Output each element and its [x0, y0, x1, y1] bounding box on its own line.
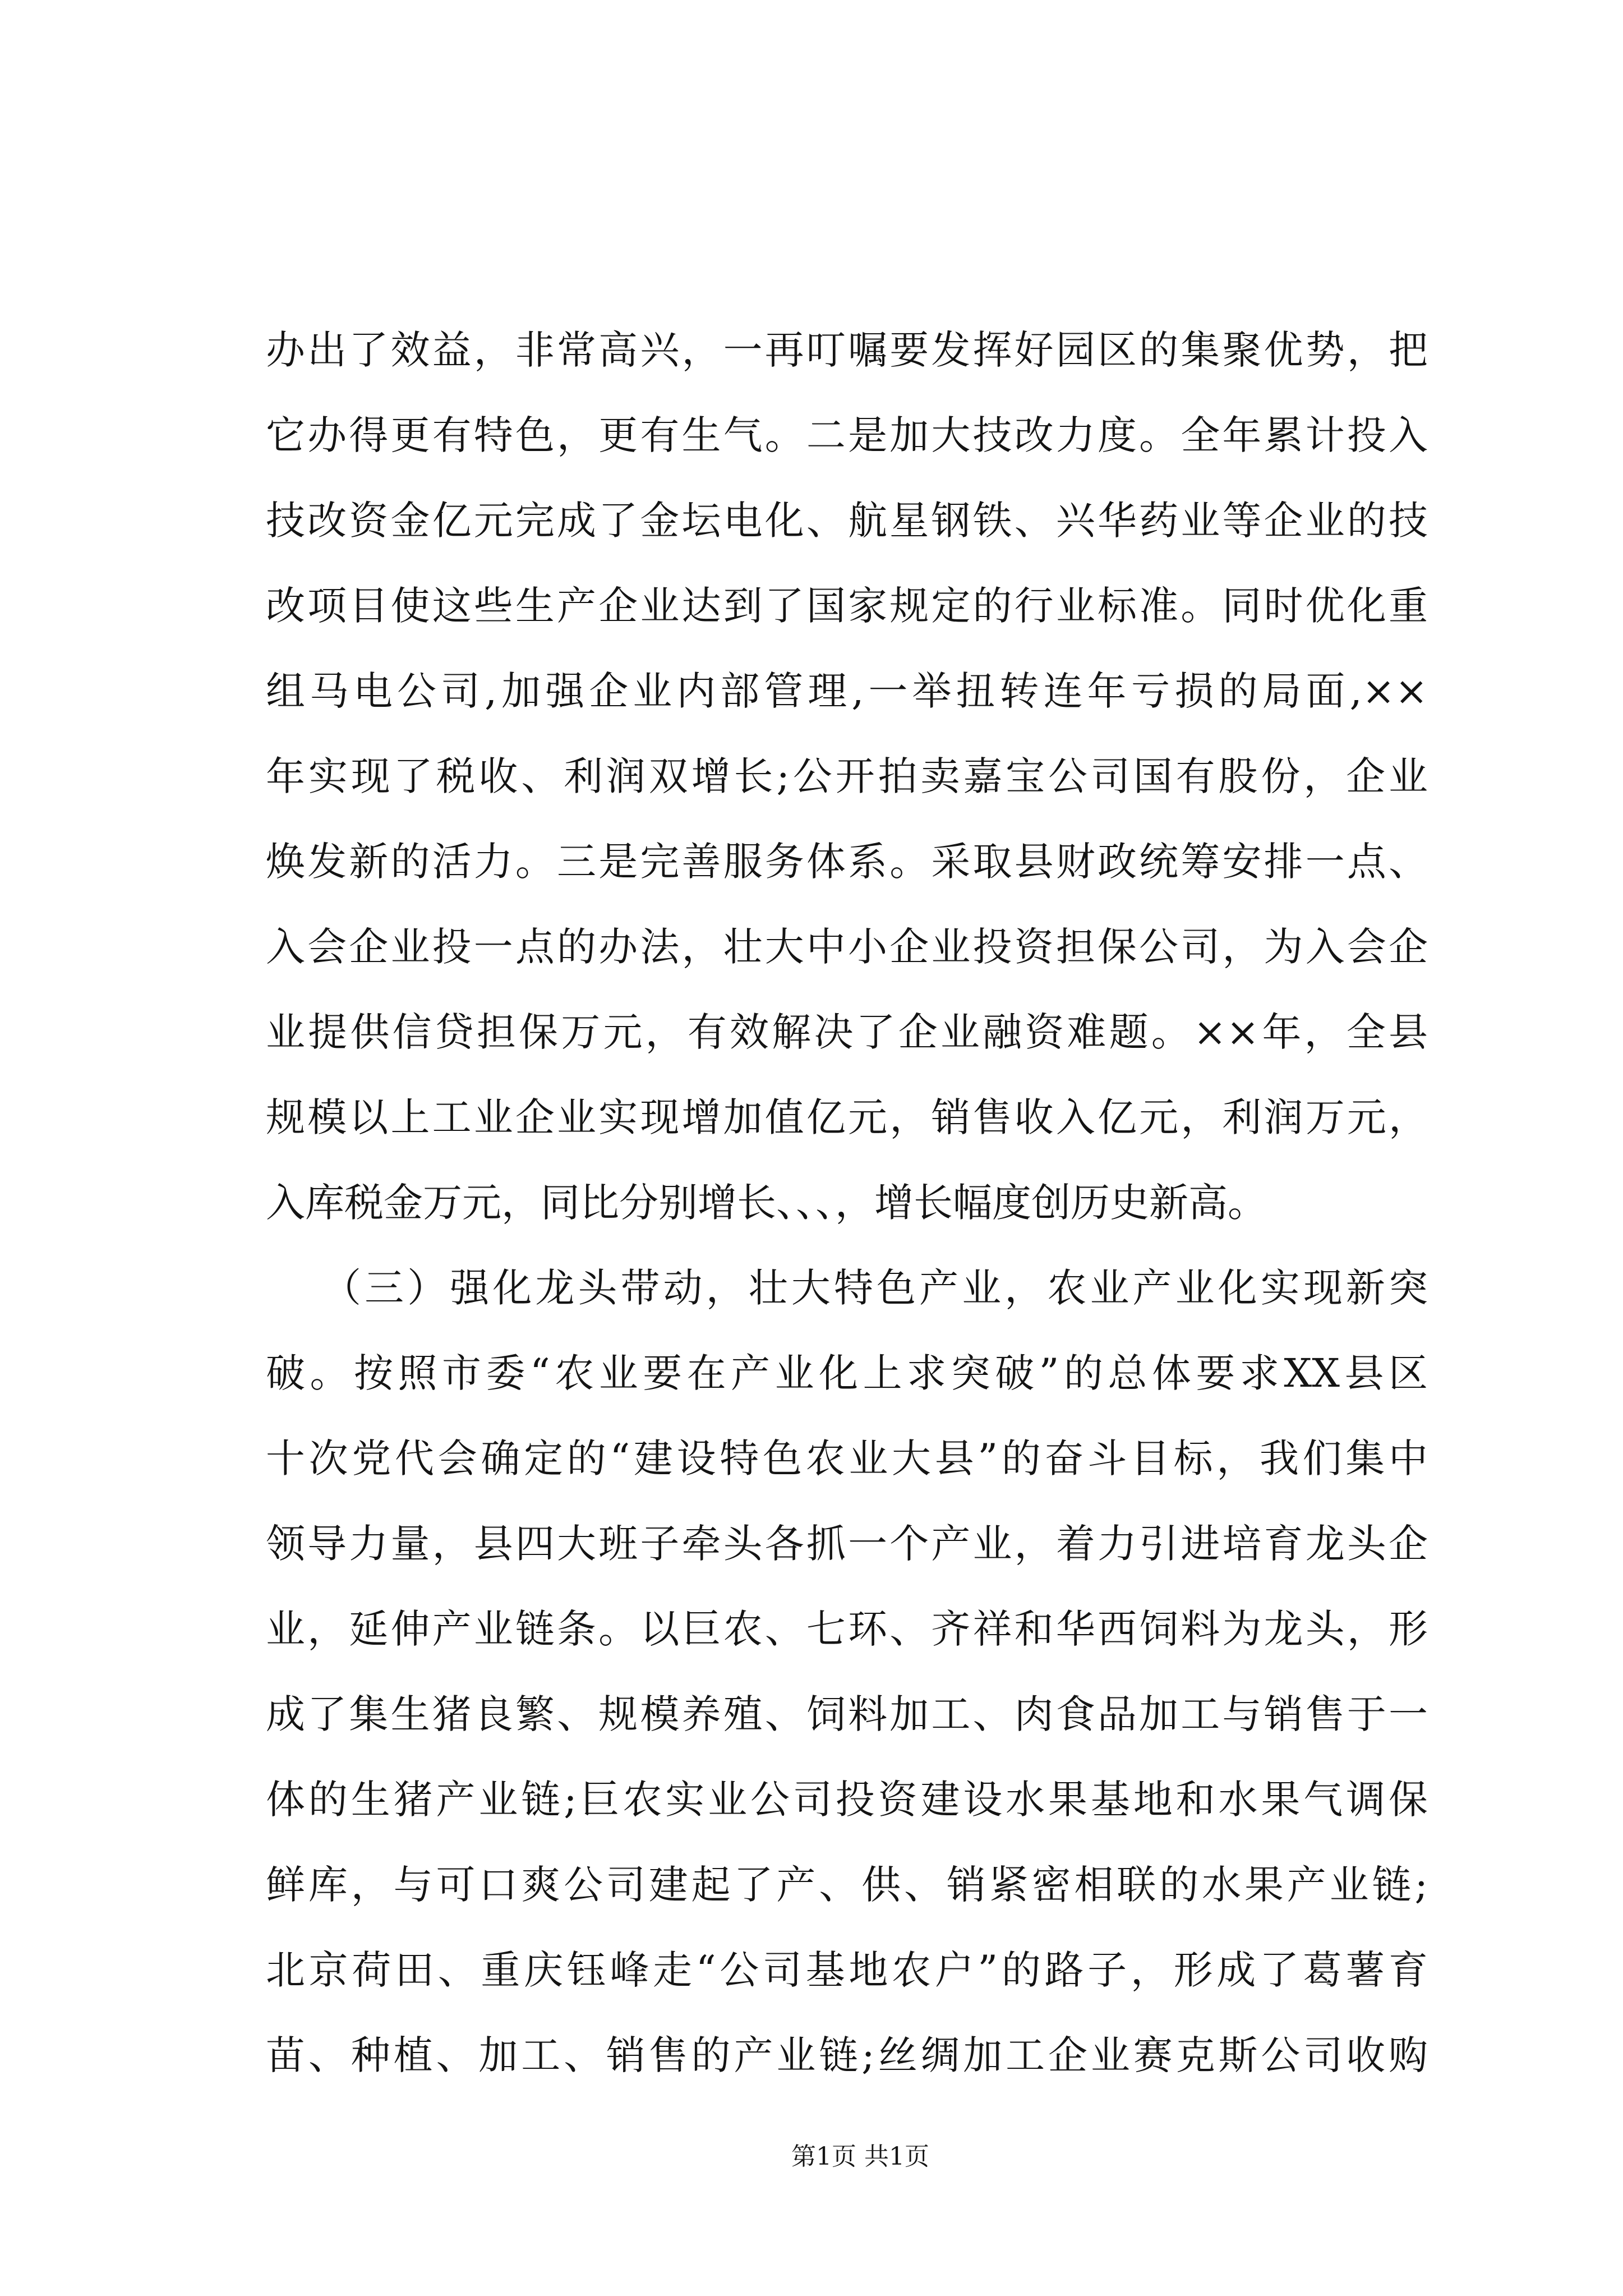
text-line: 破。按照市委“农业要在产业化上求突破”的总体要求XX县区	[266, 1350, 1428, 1396]
text-line: 规模以上工业企业实现增加值亿元，销售收入亿元，利润万元，	[266, 1094, 1428, 1140]
paragraph	[266, 307, 1428, 1245]
text-line: 它办得更有特色，更有生气。二是加大技改力度。全年累计投入	[266, 412, 1428, 458]
text-line: 年实现了税收、利润双增长;公开拍卖嘉宝公司国有股份，企业	[266, 753, 1428, 799]
paragraph	[266, 1245, 1428, 2098]
text-line: 业提供信贷担保万元，有效解决了企业融资难题。××年，全县	[266, 1009, 1428, 1055]
text-line: 北京荷田、重庆钰峰走“公司基地农户”的路子，形成了葛薯育	[266, 1947, 1428, 1993]
text-line: 办出了效益，非常高兴，一再叮嘱要发挥好园区的集聚优势，把	[266, 327, 1428, 373]
text-line: 十次党代会确定的“建设特色农业大县”的奋斗目标，我们集中	[266, 1435, 1428, 1481]
text-line: 改项目使这些生产企业达到了国家规定的行业标准。同时优化重	[266, 583, 1428, 629]
text-line: 焕发新的活力。三是完善服务体系。采取县财政统筹安排一点、	[266, 839, 1428, 885]
page-number-footer: 第1页 共1页	[791, 2142, 929, 2171]
document-body	[266, 307, 1428, 2098]
text-line: 领导力量，县四大班子牵头各抓一个产业，着力引进培育龙头企	[266, 1521, 1428, 1567]
text-line: 入库税金万元，同比分别增长、、、，增长幅度创历史新高。	[266, 1180, 1267, 1226]
text-line: 入会企业投一点的办法，壮大中小企业投资担保公司，为入会企	[266, 924, 1428, 970]
text-line: 鲜库，与可口爽公司建起了产、供、销紧密相联的水果产业链;	[266, 1862, 1428, 1908]
section-heading-line: （三）强化龙头带动，壮大特色产业，农业产业化实现新突	[322, 1265, 1428, 1311]
text-line: 技改资金亿元完成了金坛电化、航星钢铁、兴华药业等企业的技	[266, 498, 1428, 544]
text-line: 业，延伸产业链条。以巨农、七环、齐祥和华西饲料为龙头，形	[266, 1606, 1428, 1652]
text-line: 成了集生猪良繁、规模养殖、饲料加工、肉食品加工与销售于一	[266, 1691, 1428, 1737]
text-line: 体的生猪产业链;巨农实业公司投资建设水果基地和水果气调保	[266, 1777, 1428, 1823]
text-line: 苗、种植、加工、销售的产业链;丝绸加工企业赛克斯公司收购	[266, 2032, 1428, 2078]
text-line: 组马电公司,加强企业内部管理,一举扭转连年亏损的局面,××	[266, 668, 1428, 714]
